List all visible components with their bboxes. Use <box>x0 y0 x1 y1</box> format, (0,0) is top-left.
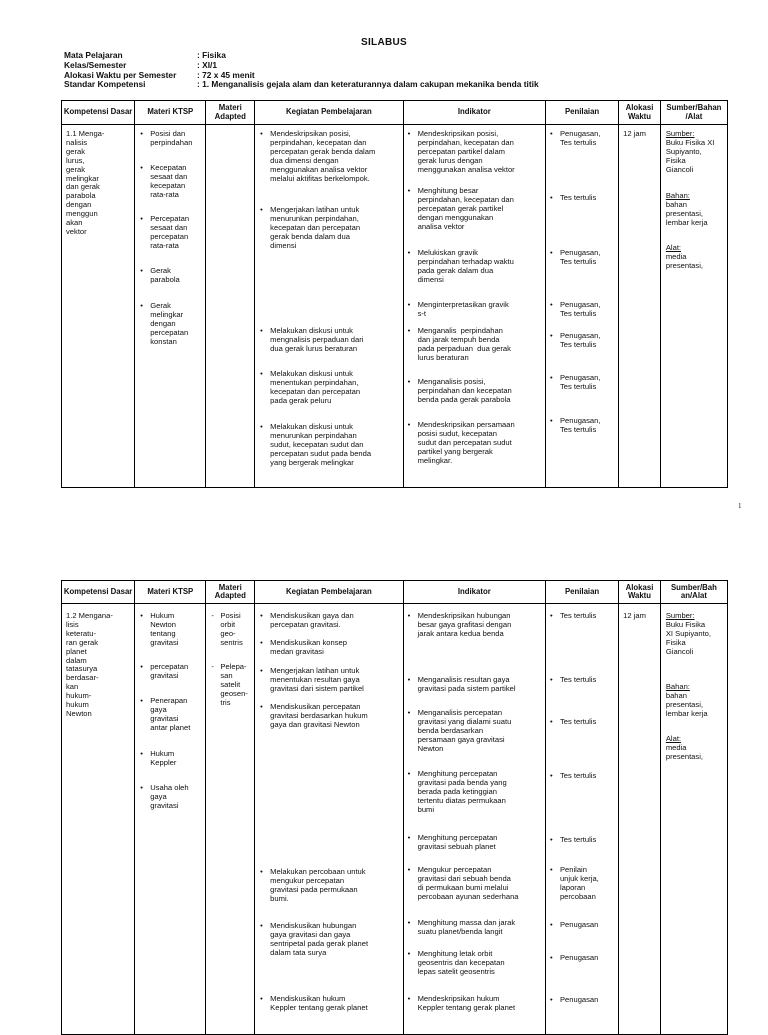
list-item: Usaha oleh gaya gravitasi <box>150 783 189 810</box>
alat-label: Alat: <box>665 243 682 252</box>
bullet-icon: • <box>140 696 143 705</box>
list-item: Menghitung percepatan gravitasi pada benda yang berada pada ketinggian tertentu diatas permukaan bumi <box>417 769 507 814</box>
cell-sumber <box>660 125 727 488</box>
table-header-row <box>62 101 728 125</box>
list-item: Mengerjakan latihan untuk menurunkan perpindahan, kecepatan dan percepatan gerak benda dalam dua dimensi <box>270 205 361 250</box>
bullet-icon: • <box>407 611 411 620</box>
list-item: Menghitung massa dan jarak suatu planet/benda langit <box>417 918 516 936</box>
list-item: Melakukan diskusi untuk mengnalisis perpaduan dari dua gerak lurus beraturan <box>270 326 364 353</box>
meta-row-standard <box>64 80 539 90</box>
bullet-icon: • <box>549 953 553 962</box>
list-item: Tes tertulis <box>559 193 597 202</box>
header-kegiatan: Kegiatan Pembelajaran <box>255 101 403 125</box>
bullet-icon: • <box>549 920 553 929</box>
syllabus-meta <box>64 51 539 90</box>
list-item: Tes tertulis <box>559 611 597 620</box>
bullet-icon: • <box>407 300 411 309</box>
list-item: Menginterpretasikan gravik s-t <box>417 300 509 318</box>
list-item: Melakukan diskusi untuk menentukan perpindahan, kecepatan dan percepatan pada gerak peluru <box>270 369 361 405</box>
bullet-icon: • <box>549 300 553 309</box>
list-item: Penilain unjuk kerja, laporan percobaan <box>559 865 599 901</box>
bullet-icon: • <box>260 994 263 1003</box>
header-penilaian: Penilaian <box>545 101 618 125</box>
sumber-label: Sumber: <box>665 611 695 620</box>
bullet-icon: • <box>407 833 411 842</box>
bullet-icon: • <box>140 129 143 138</box>
bullet-icon: • <box>260 326 263 335</box>
list-item: Mendiskusikan konsep medan gravitasi <box>270 638 347 656</box>
alat-label: Alat: <box>665 734 682 743</box>
alokasi-text: 12 jam <box>623 129 646 138</box>
cell-alokasi-waktu <box>619 125 661 488</box>
header-kegiatan: Kegiatan Pembelajaran <box>255 581 403 604</box>
kd-text: 1.2 Mengana- lisis keteratu- ran gerak planet dalam tatasurya berdasar- kan hukum- hukum Newton <box>66 611 113 718</box>
alat-text: media presentasi, <box>665 252 703 270</box>
list-item: Penugasan, Tes tertulis <box>559 248 601 266</box>
bullet-icon: • <box>549 995 553 1004</box>
bullet-icon: • <box>407 129 411 138</box>
bahan-label: Bahan: <box>665 191 690 200</box>
list-item: Pelepa- san satelit geosen- tris <box>220 662 248 707</box>
bullet-icon: • <box>260 129 263 138</box>
bahan-text: bahan presentasi, lembar kerja <box>665 200 708 227</box>
list-item: Gerak melingkar dengan percepatan konstan <box>150 301 189 346</box>
list-item: Menghitung letak orbit geosentris dan kecepatan lepas satelit geosentris <box>417 949 505 976</box>
list-item: Penugasan <box>559 953 599 962</box>
page-number: 1 <box>738 502 742 510</box>
bullet-icon: • <box>549 717 553 726</box>
bullet-icon: • <box>549 373 553 382</box>
list-item: Tes tertulis <box>559 717 597 726</box>
bullet-icon: • <box>260 867 263 876</box>
list-item: Melukiskan gravik perpindahan terhadap waktu pada gerak dalam dua dimensi <box>417 248 514 284</box>
bullet-icon: • <box>407 994 411 1003</box>
header-indikator: Indikator <box>403 581 545 604</box>
header-indikator: Indikator <box>403 101 545 125</box>
table-header-row <box>62 581 728 604</box>
cell-kegiatan <box>255 125 403 488</box>
syllabus-table-2 <box>61 580 728 1035</box>
list-item: Posisi orbit geo- sentris <box>220 611 243 647</box>
meta-label: Mata Pelajaran <box>64 50 123 60</box>
meta-label: Standar Kompetensi <box>64 79 146 90</box>
list-item: Menghitung besar perpindahan, kecepatan dan percepatan gerak partikel dengan menggunakan analisa vektor <box>417 186 514 231</box>
list-item: Penugasan, Tes tertulis <box>559 300 601 318</box>
list-item: Melakukan diskusi untuk menurunkan perpindahan sudut, kecepatan sudut dan percepatan sudut pada benda yang bergerak melingkar <box>270 422 372 467</box>
bullet-icon: • <box>260 666 263 675</box>
bullet-icon: • <box>549 129 553 138</box>
list-item: Penugasan, Tes tertulis <box>559 129 601 147</box>
kd-text: 1.1 Menga- nalisis gerak lurus, gerak melingkar dan gerak parabola dengan menggun akan vektor <box>66 129 105 236</box>
meta-row-subject <box>64 51 539 61</box>
bullet-icon: • <box>407 675 411 684</box>
list-item: Percepatan sesaat dan percepatan rata-rata <box>150 214 190 250</box>
list-item: Mendeskripsikan posisi, perpindahan, kecepatan dan percepatan gerak benda dalam dua dimensi dengan menggunakan analisa vektor melalui aktifitas berkelompok. <box>270 129 376 183</box>
document-title: SILABUS <box>361 37 407 48</box>
bullet-icon: • <box>549 416 553 425</box>
list-item: Menganalisis percepatan gravitasi yang dialami suatu benda berdasarkan persamaan gaya gravitasi Newton <box>417 708 512 753</box>
list-item: Mendiskusikan hubungan gaya gravitasi dan gaya sentripetal pada gerak planet dalam tata surya <box>270 921 369 957</box>
list-item: Penugasan, Tes tertulis <box>559 331 601 349</box>
list-item: Mengerjakan latihan untuk menentukan resultan gaya gravitasi dari sistem partikel <box>270 666 364 693</box>
bullet-icon: • <box>549 865 553 874</box>
list-item: Mengukur percepatan gravitasi dari sebuah benda di permukaan bumi melalui percobaan ayunan sederhana <box>417 865 519 901</box>
list-item: Kecepatan sesaat dan kecepatan rata-rata <box>150 163 188 199</box>
list-item: Penugasan <box>559 920 599 929</box>
bullet-icon: • <box>549 611 553 620</box>
list-item: Penerapan gaya gravitasi antar planet <box>150 696 191 732</box>
bullet-icon: • <box>140 214 143 223</box>
dash-icon: - <box>211 611 214 620</box>
bullet-icon: • <box>260 205 263 214</box>
bullet-icon: • <box>407 918 411 927</box>
cell-kompetensi-dasar <box>62 125 135 488</box>
bahan-label: Bahan: <box>665 682 690 691</box>
list-item: Melakukan percobaan untuk mengukur percepatan gravitasi pada permukaan bumi. <box>270 867 366 903</box>
list-item: Mendiskusikan percepatan gravitasi berdasarkan hukum gaya dan gravitasi Newton <box>270 702 368 729</box>
meta-value: : Fisika <box>197 50 226 60</box>
bullet-icon: • <box>407 420 411 429</box>
cell-penilaian <box>545 604 618 1035</box>
list-item: Mendeskripsikan hubungan besar gaya grafitasi dengan jarak antara kedua benda <box>417 611 512 638</box>
cell-sumber <box>660 604 727 1035</box>
table-row <box>62 604 728 1035</box>
bullet-icon: • <box>407 186 411 195</box>
cell-materi-adapted <box>206 604 255 1035</box>
syllabus-table-1 <box>61 100 728 488</box>
bullet-icon: • <box>407 708 411 717</box>
bullet-icon: • <box>260 702 263 711</box>
header-materi-ktsp: Materi KTSP <box>135 101 206 125</box>
list-item: Mendiskusikan gaya dan percepatan gravitasi. <box>270 611 354 629</box>
list-item: Penugasan, Tes tertulis <box>559 373 601 391</box>
meta-value: : 1. Menganalisis gejala alam dan keteraturannya dalam cakupan mekanika benda titik <box>197 79 539 90</box>
bullet-icon: • <box>260 422 263 431</box>
bullet-icon: • <box>140 611 143 620</box>
list-item: Gerak parabola <box>150 266 180 284</box>
sumber-text: Buku Fisika XI Supiyanto, Fisika Giancoli <box>665 138 715 174</box>
list-item: Hukum Keppler <box>150 749 177 767</box>
bullet-icon: • <box>549 331 553 340</box>
header-alokasi-waktu: Alokasi Waktu <box>619 581 661 604</box>
bahan-text: bahan presentasi, lembar kerja <box>665 691 708 718</box>
bullet-icon: • <box>260 638 263 647</box>
bullet-icon: • <box>549 193 553 202</box>
cell-materi-adapted <box>206 125 255 488</box>
bullet-icon: • <box>407 326 411 335</box>
bullet-icon: • <box>407 949 411 958</box>
cell-kegiatan <box>255 604 403 1035</box>
bullet-icon: • <box>140 783 143 792</box>
list-item: Menganalisis posisi, perpindahan dan kecepatan benda pada gerak parabola <box>417 377 512 404</box>
list-item: Tes tertulis <box>559 675 597 684</box>
list-item: Posisi dan perpindahan <box>150 129 193 147</box>
meta-label: Kelas/Semester <box>64 59 127 70</box>
bullet-icon: • <box>407 377 411 386</box>
sumber-text: Buku Fisika XI Supiyanto, Fisika Giancoli <box>665 620 712 656</box>
bullet-icon: • <box>140 301 143 310</box>
list-item: Menghitung percepatan gravitasi sebuah planet <box>417 833 498 851</box>
bullet-icon: • <box>140 749 143 758</box>
alat-text: media presentasi, <box>665 743 703 761</box>
bullet-icon: • <box>407 769 411 778</box>
header-sumber: Sumber/Bah an/Alat <box>660 581 727 604</box>
bullet-icon: • <box>140 662 143 671</box>
bullet-icon: • <box>549 771 553 780</box>
cell-alokasi-waktu <box>619 604 661 1035</box>
header-materi-ktsp: Materi KTSP <box>135 581 206 604</box>
bullet-icon: • <box>260 369 263 378</box>
sumber-label: Sumber: <box>665 129 695 138</box>
header-alokasi-waktu: Alokasi Waktu <box>619 101 661 125</box>
bullet-icon: • <box>260 611 263 620</box>
bullet-icon: • <box>549 835 553 844</box>
header-sumber: Sumber/Bahan /Alat <box>660 101 727 125</box>
list-item: Menganalis perpindahan dan jarak tempuh benda pada perpaduan dua gerak lurus beraturan <box>417 326 511 362</box>
header-kompetensi-dasar: Kompetensi Dasar <box>62 581 135 604</box>
list-item: Penugasan, Tes tertulis <box>559 416 601 434</box>
list-item: percepatan gravitasi <box>150 662 189 680</box>
list-item: Hukum Newton tentang gravitasi <box>150 611 179 647</box>
cell-kompetensi-dasar <box>62 604 135 1035</box>
cell-materi-ktsp <box>135 604 206 1035</box>
list-item: Mendeskripsikan hukum Keppler tentang gerak planet <box>417 994 516 1012</box>
bullet-icon: • <box>260 921 263 930</box>
bullet-icon: • <box>549 248 553 257</box>
dash-icon: - <box>211 662 214 671</box>
header-kompetensi-dasar: Kompetensi Dasar <box>62 101 135 125</box>
header-materi-adapted: Materi Adapted <box>206 101 255 125</box>
bullet-icon: • <box>407 248 411 257</box>
cell-indikator <box>403 125 545 488</box>
list-item: Tes tertulis <box>559 835 597 844</box>
header-penilaian: Penilaian <box>545 581 618 604</box>
cell-penilaian <box>545 125 618 488</box>
meta-label: Alokasi Waktu per Semester <box>64 69 177 80</box>
list-item: Mendeskripsikan posisi, perpindahan, kecepatan dan percepatan partikel dalam gerak lurus dengan menggunakan analisa vektor <box>417 129 515 174</box>
list-item: Mendiskusikan hukum Keppler tentang gerak planet <box>270 994 368 1012</box>
list-item: Mendeskripsikan persamaan posisi sudut, kecepatan sudut dan percepatan sudut partikel yang bergerak melingkar. <box>417 420 515 465</box>
table-row <box>62 125 728 488</box>
list-item: Penugasan <box>559 995 599 1004</box>
cell-materi-ktsp <box>135 125 206 488</box>
header-materi-adapted: Materi Adapted <box>206 581 255 604</box>
bullet-icon: • <box>140 163 143 172</box>
list-item: Menganalisis resultan gaya gravitasi pada sistem partikel <box>417 675 516 693</box>
alokasi-text: 12 jam <box>623 611 646 620</box>
bullet-icon: • <box>407 865 411 874</box>
cell-indikator <box>403 604 545 1035</box>
list-item: Tes tertulis <box>559 771 597 780</box>
meta-value: : XI/1 <box>197 59 218 70</box>
meta-value: : 72 x 45 menit <box>197 69 255 80</box>
bullet-icon: • <box>140 266 143 275</box>
bullet-icon: • <box>549 675 553 684</box>
